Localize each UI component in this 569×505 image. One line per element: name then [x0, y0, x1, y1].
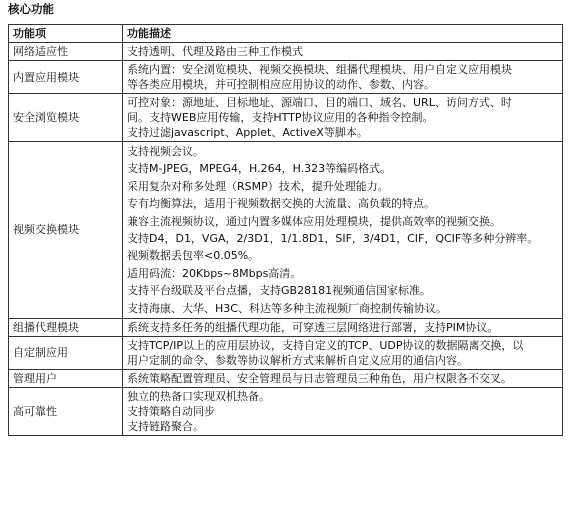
feature-name-cell: 自定制应用 — [9, 336, 123, 369]
feature-desc-cell — [123, 369, 563, 387]
feature-desc-line: 系统支持多任务的组播代理功能，可穿透三层网络进行部署，支持PIM协议。 — [127, 320, 499, 334]
feature-desc-line: 系统策略配置管理员、安全管理员与日志管理员三种角色，用户权限各不交叉。 — [127, 371, 512, 385]
feature-name-cell: 内置应用模块 — [9, 61, 123, 94]
feature-desc-cell — [123, 318, 563, 336]
feature-desc-line: 支持TCP/IP以上的应用层协议，支持自定义的TCP、UDP协议的数据隔离交换，以 — [127, 338, 524, 352]
feature-desc-line: 支持过滤javascript、Applet、ActiveX等脚本。 — [127, 126, 368, 139]
table-row — [9, 387, 563, 435]
feature-desc-cell — [123, 336, 563, 369]
feature-desc-line: 支持链路聚合。 — [127, 419, 204, 433]
feature-desc-line: 支持M-JPEG，MPEG4，H.264，H.323等编码格式。 — [127, 162, 392, 176]
table-row — [9, 43, 563, 61]
feature-desc-line: 适用码流：20Kbps~8Mbps高清。 — [127, 266, 302, 280]
feature-name-cell: 安全浏览模块 — [9, 94, 123, 142]
section-heading: 核心功能 — [8, 2, 54, 16]
feature-desc-cell — [123, 61, 563, 94]
feature-desc-line: 支持策略自动同步 — [127, 404, 215, 418]
feature-name-cell: 网络适应性 — [9, 43, 123, 61]
feature-desc-cell — [123, 43, 563, 61]
feature-desc-line: 等各类应用模块，并可控制相应应用协议的动作、参数、内容。 — [127, 78, 435, 91]
feature-desc-line: 支持透明、代理及路由三种工作模式 — [127, 45, 303, 58]
feature-name-cell: 视频交换模块 — [9, 142, 123, 319]
feature-desc-line: 间。支持WEB应用传输，支持HTTP协议应用的各种指令控制。 — [127, 111, 434, 124]
feature-desc-line: 视频数据丢包率<0.05%。 — [127, 249, 260, 263]
feature-desc-line: 用户定制的命令、参数等协议解析方式来解析自定义应用的通信内容。 — [127, 353, 468, 367]
header-feature-name: 功能项 — [9, 25, 123, 43]
table-row — [9, 318, 563, 336]
feature-desc-line: 可控对象：源地址、目标地址、源端口、目的端口、域名、URL、访问方式、时 — [127, 96, 512, 109]
feature-desc-line: 支持平台级联及平台点播，支持GB28181视频通信国家标准。 — [127, 284, 432, 298]
feature-desc-cell — [123, 142, 563, 319]
feature-desc-line: 独立的热备口实现双机热备。 — [127, 389, 270, 403]
feature-desc-cell — [123, 94, 563, 142]
feature-name-cell: 管理用户 — [9, 369, 123, 387]
table-body — [9, 43, 563, 436]
feature-desc-line: 系统内置：安全浏览模块、视频交换模块、组播代理模块、用户自定义应用模块 — [127, 63, 512, 76]
feature-desc-line: 支持海康、大华、H3C、科达等多种主流视频厂商控制传输协议。 — [127, 301, 447, 315]
table-row — [9, 369, 563, 387]
feature-desc-line: 支持D4，D1，VGA，2/3D1，1/1.8D1，SIF，3/4D1，CIF，QCIF等多种分辨率。 — [127, 231, 539, 245]
table-row — [9, 142, 563, 319]
table-row — [9, 94, 563, 142]
table-header-row — [9, 25, 563, 43]
feature-desc-cell — [123, 387, 563, 435]
feature-table — [8, 24, 563, 436]
feature-name-cell: 组播代理模块 — [9, 318, 123, 336]
feature-desc-line: 采用复杂对称多处理（RSMP）技术，提升处理能力。 — [127, 179, 389, 193]
table-row — [9, 336, 563, 369]
feature-desc-line: 支持视频会议。 — [127, 145, 204, 158]
feature-desc-line: 专有均衡算法，适用于视频数据交换的大流量、高负载的特点。 — [127, 197, 435, 211]
table-row — [9, 61, 563, 94]
feature-name-cell: 高可靠性 — [9, 387, 123, 435]
feature-desc-line: 兼容主流视频协议，通过内置多媒体应用处理模块，提供高效率的视频交换。 — [127, 214, 501, 228]
header-feature-desc: 功能描述 — [123, 25, 563, 43]
